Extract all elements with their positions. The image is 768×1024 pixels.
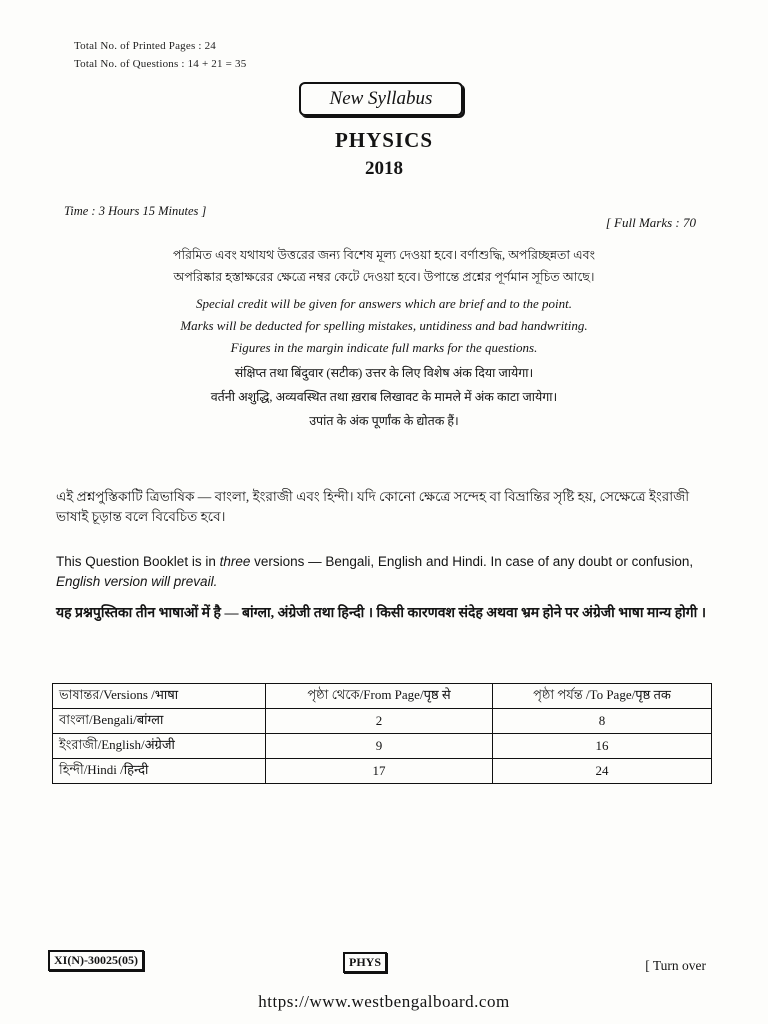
- from-page-cell: 17: [266, 759, 493, 784]
- to-page-cell: 24: [493, 759, 712, 784]
- instruction-bengali-line: পরিমিত এবং যথাযথ উত্তরের জন্য বিশেষ মূল্য দেওয়া হবে। বর্ণাশুদ্ধি, অপরিচ্ছন্নতা এবং: [173, 248, 595, 262]
- language-note-bengali: এই প্রশ্নপুস্তিকাটি ত্রিভাষিক — বাংলা, ইংরাজী এবং হিন্দী। যদি কোনো ক্ষেত্রে সন্দেহ বা বিভ্রান্তির সৃষ্টি হয়, সেক্ষেত্রে ইংরাজী ভাষাই চূড়ান্ত বলে বিবেচিত হবে।: [56, 489, 690, 524]
- instruction-hindi-line: संक्षिप्त तथा बिंदुवार (सटीक) उत्तर के लिए विशेष अंक दिया जायेगा।: [234, 366, 534, 380]
- from-page-cell: 2: [266, 709, 493, 734]
- table-row: [53, 759, 712, 784]
- column-header-versions: ভাষান্তর/Versions /भाषा: [53, 684, 266, 709]
- column-header-to-page: পৃষ্ঠা পর্যন্ত /To Page/पृष्ठ तक: [493, 684, 712, 709]
- printed-pages-count: Total No. of Printed Pages : 24: [74, 40, 216, 52]
- turn-over-label: [ Turn over: [645, 958, 706, 973]
- paper-code: XI(N)-30025(05): [48, 950, 144, 971]
- subject-title: PHYSICS: [334, 128, 434, 152]
- language-note-hindi: यह प्रश्नपुस्तिका तीन भाषाओं में है — बांग्ला, अंग्रेजी तथा हिन्दी । किसी कारणवश संदेह अथवा भ्रम होने पर अंग्रेजी भाषा मान्य होगी ।: [56, 606, 707, 621]
- exam-time: Time : 3 Hours 15 Minutes ]: [64, 204, 207, 218]
- version-cell: ইংরাজী/English/अंग्रेजी: [53, 734, 266, 759]
- from-page-cell: 9: [266, 734, 493, 759]
- instruction-hindi-line: उपांत के अंक पूर्णांक के द्योतक हैं।: [309, 414, 459, 428]
- version-cell: হিন্দী/Hindi /हिन्दी: [53, 759, 266, 784]
- versions-table: [52, 683, 712, 784]
- language-note-english-start: This Question Booklet is in: [56, 554, 220, 569]
- instruction-bengali-line: অপরিষ্কার হস্তাক্ষরের ক্ষেত্রে নম্বর কেটে দেওয়া হবে। উপান্তে প্রশ্নের পূর্ণমান সূচিত আছে।: [173, 270, 595, 284]
- full-marks: [ Full Marks : 70: [605, 215, 696, 230]
- language-note-english-middle: versions — Bengali, English and Hindi. In case of any doubt or confusion,: [250, 554, 694, 569]
- new-syllabus-badge: New Syllabus: [299, 82, 463, 116]
- questions-count: Total No. of Questions : 14 + 21 = 35: [74, 58, 247, 70]
- instruction-english-line: Marks will be deducted for spelling mistakes, untidiness and bad handwriting.: [180, 318, 588, 333]
- language-note-english: [56, 552, 716, 592]
- to-page-cell: 8: [493, 709, 712, 734]
- language-note-prevail: English version will prevail.: [56, 574, 218, 589]
- language-note-three: three: [219, 554, 251, 569]
- subject-code: PHYS: [343, 952, 387, 973]
- table-row: [53, 709, 712, 734]
- table-row: [53, 734, 712, 759]
- instruction-english-line: Special credit will be given for answers which are brief and to the point.: [196, 296, 572, 311]
- source-url: https://www.westbengalboard.com: [258, 992, 510, 1011]
- column-header-from-page: পৃষ্ঠা থেকে/From Page/पृष्ठ से: [266, 684, 493, 709]
- exam-year: 2018: [365, 158, 403, 179]
- version-cell: বাংলা/Bengali/बांग्ला: [53, 709, 266, 734]
- to-page-cell: 16: [493, 734, 712, 759]
- instruction-english-line: Figures in the margin indicate full marks for the questions.: [230, 340, 538, 355]
- table-header-row: [53, 684, 712, 709]
- instruction-hindi-line: वर्तनी अशुद्धि, अव्यवस्थित तथा ख़राब लिखावट के मामले में अंक काटा जायेगा।: [210, 390, 558, 404]
